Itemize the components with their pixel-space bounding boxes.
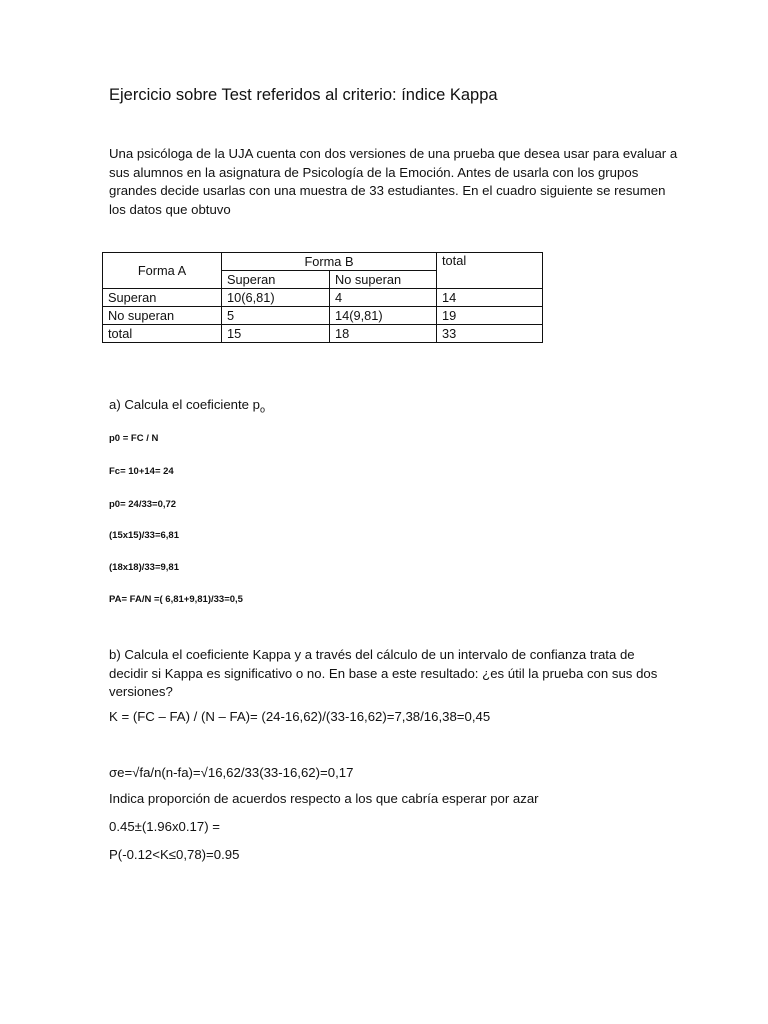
table-cell: total bbox=[103, 325, 222, 343]
kappa-formula: K = (FC – FA) / (N – FA)= (24-16,62)/(33-16,62)=7,38/16,38=0,45 bbox=[109, 709, 491, 724]
document-title: Ejercicio sobre Test referidos al criterio: índice Kappa bbox=[109, 86, 498, 104]
question-a bbox=[109, 396, 265, 419]
intro-paragraph bbox=[109, 145, 678, 219]
question-b-line: versiones? bbox=[109, 684, 173, 699]
question-a-subscript: o bbox=[260, 404, 266, 415]
intro-line: grandes decide usarlas con una muestra de 33 estudiantes. En el cuadro siguiente se resumen bbox=[109, 183, 666, 198]
calc-line: p0= 24/33=0,72 bbox=[109, 499, 177, 510]
question-b-line: b) Calcula el coeficiente Kappa y a través del cálculo de un intervalo de confianza trata de bbox=[109, 647, 635, 662]
interval-calc: 0.45±(1.96x0.17) = bbox=[109, 819, 220, 834]
probability-result: P(-0.12<K≤0,78)=0.95 bbox=[109, 847, 240, 862]
subheader-no-superan: No superan bbox=[330, 271, 437, 289]
table-cell: No superan bbox=[103, 307, 222, 325]
contingency-table bbox=[102, 252, 543, 343]
indica-text: Indica proporción de acuerdos respecto a los que cabría esperar por azar bbox=[109, 791, 539, 806]
header-total: total bbox=[437, 253, 543, 289]
question-b-line: decidir si Kappa es significativo o no. En base a este resultado: ¿es útil la prueba con sus dos bbox=[109, 665, 658, 681]
intro-line: sus alumnos en la asignatura de Psicología de la Emoción. Antes de usarla con los grupos bbox=[109, 164, 639, 180]
question-b bbox=[109, 646, 669, 702]
table-cell: 18 bbox=[330, 325, 437, 343]
table-row bbox=[103, 289, 543, 307]
sigma-formula: σe=√fa/n(n-fa)=√16,62/33(33-16,62)=0,17 bbox=[109, 765, 354, 780]
table-cell: 10(6,81) bbox=[222, 289, 330, 307]
table-header-row bbox=[103, 253, 543, 271]
table-cell: 15 bbox=[222, 325, 330, 343]
table-row bbox=[103, 325, 543, 343]
calc-line: (15x15)/33=6,81 bbox=[109, 530, 179, 541]
table-row bbox=[103, 307, 543, 325]
table-cell: 14 bbox=[437, 289, 543, 307]
intro-line: los datos que obtuvo bbox=[109, 201, 231, 217]
calc-line: p0 = FC / N bbox=[109, 433, 159, 444]
calc-line: (18x18)/33=9,81 bbox=[109, 562, 179, 573]
calc-line: Fc= 10+14= 24 bbox=[109, 466, 174, 477]
header-forma-a: Forma A bbox=[103, 253, 222, 289]
header-forma-b: Forma B bbox=[222, 253, 437, 271]
question-a-text: a) Calcula el coeficiente p bbox=[109, 397, 261, 412]
table-cell: 14(9,81) bbox=[330, 307, 437, 325]
table-cell: Superan bbox=[103, 289, 222, 307]
table-cell: 4 bbox=[330, 289, 437, 307]
calc-line: PA= FA/N =( 6,81+9,81)/33=0,5 bbox=[109, 594, 243, 605]
table-cell: 33 bbox=[437, 325, 543, 343]
intro-line: Una psicóloga de la UJA cuenta con dos versiones de una prueba que desea usar para evaluar a bbox=[109, 146, 678, 161]
subheader-superan: Superan bbox=[222, 271, 330, 289]
table-cell: 19 bbox=[437, 307, 543, 325]
table-cell: 5 bbox=[222, 307, 330, 325]
